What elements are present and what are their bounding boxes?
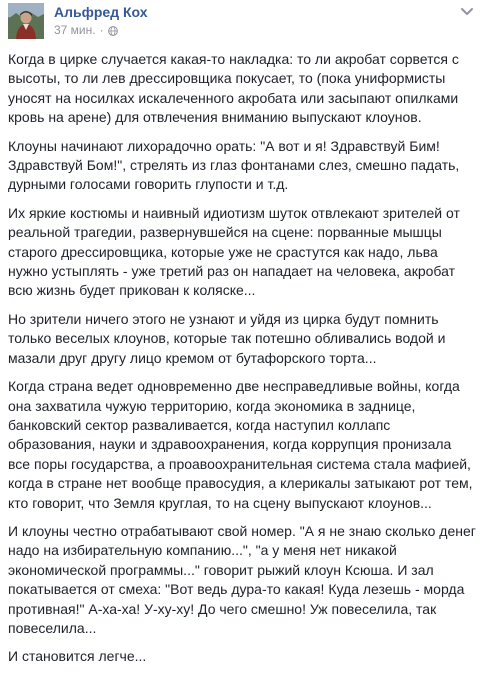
post-paragraph: И клоуны честно отрабатывают свой номер. "А я не знаю сколько денег надо на избирательную компанию...", "а у меня нет никакой экономической программы..." говорит рыжий клоун Ксюша. И зал покатывается от смеха: "Вот ведь дура-то какая! Куда лезешь - морда противная!" А-ха-ха! У-ху-ху! До чего смешно! Уж повеселила, так повеселила... bbox=[8, 522, 476, 636]
post-body bbox=[8, 50, 477, 676]
post-paragraph: И становится легче... bbox=[8, 648, 147, 665]
post-paragraph: Когда страна ведет одновременно две несправедливые войны, когда она захватила чужую территорию, когда экономика в заднице, банковский сектор разваливается, когда наступил коллапс образования, науки и здравоохранения, когда коррупция пронизала все поры государства, а проавоохранительная система стала мафией, когда в стране нет вообще правосудия, а клерикалы затыкают рот тем, кто говорит, что Земля круглая, то на сцену выпускают клоунов... bbox=[8, 378, 473, 511]
post-paragraph: Когда в цирке случается какая-то накладка: то ли акробат сорвется с высоты, то ли лев дрессировщика покусает, то (пока униформисты уносят на носилках искалеченного акробата или засыпают опилками кровь на арене) для отвлечения вниманию выпускают клоунов. bbox=[8, 51, 459, 126]
chevron-down-icon bbox=[459, 6, 475, 18]
author-name-link[interactable]: Альфред Кох bbox=[54, 4, 148, 20]
post-paragraph: Клоуны начинают лихорадочно орать: "А вот и я! Здравствуй Бим! Здравствуй Бом!", стрелять из глаз фонтанами слез, смешно падать, дурными голосами говорить глупости и т.д. bbox=[8, 137, 460, 193]
post-header bbox=[8, 3, 477, 45]
post-paragraph: Их яркие костюмы и наивный идиотизм шуток отвлекают зрителей от реальной трагедии, развернувшейся на сцене: порванные мышцы старого дрессировщика, которые уже не срастутся как надо, льва нужно устыплять - уже третий раз он нападает на человека, акробат всю жизнь будет прикован к коляске... bbox=[8, 204, 460, 299]
post-meta bbox=[54, 23, 118, 37]
author-avatar[interactable] bbox=[8, 3, 44, 39]
avatar-photo-icon bbox=[8, 3, 44, 39]
meta-separator: · bbox=[99, 23, 104, 37]
globe-icon[interactable] bbox=[108, 25, 118, 35]
post-paragraph: Но зрители ничего этого не узнают и уйдя из цирка будут помнить только веселых клоунов, которые так потешно обливались водой и мазали друг другу лицо кремом от бутафорского торта... bbox=[8, 310, 446, 366]
post-options-button[interactable] bbox=[459, 5, 475, 17]
post-timestamp[interactable]: 37 мин. bbox=[54, 23, 96, 37]
